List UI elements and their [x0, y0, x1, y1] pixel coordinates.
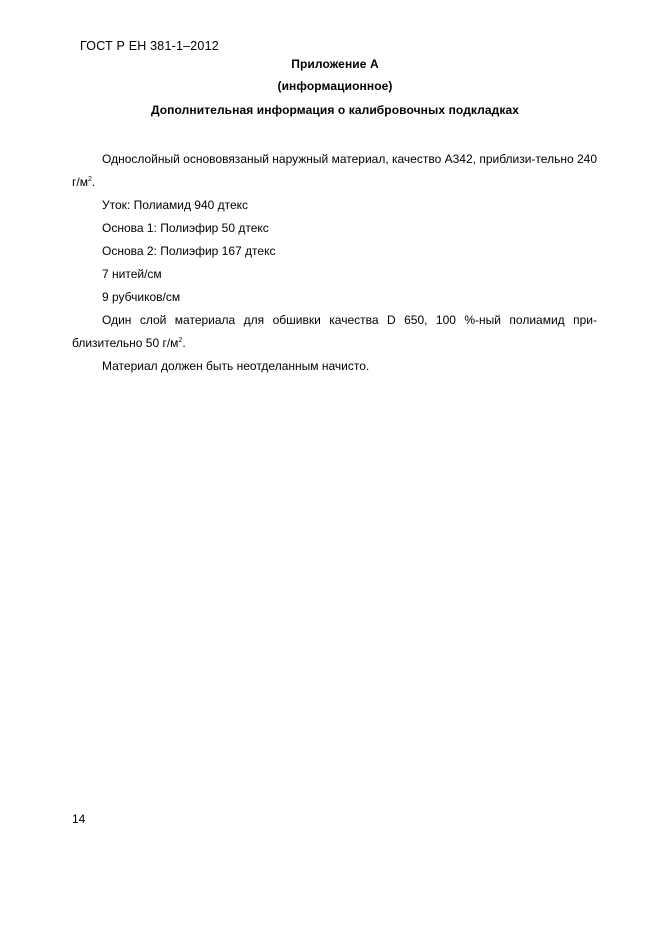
- paragraph-ribs: 9 рубчиков/см: [102, 290, 181, 304]
- paragraph-outer-material-text: Однослойный основовязаный наружный материал, качество А342, приблизи-тельно 240 г/м: [72, 152, 597, 189]
- paragraph-threads: 7 нитей/см: [102, 267, 162, 281]
- paragraph-weft: Уток: Полиамид 940 дтекс: [102, 198, 249, 212]
- paragraph-lining-material: [72, 309, 597, 355]
- annex-heading: Приложение А: [291, 57, 379, 71]
- page-number: 14: [72, 812, 86, 826]
- paragraph-warp-1: Основа 1: Полиэфир 50 дтекс: [102, 221, 269, 235]
- document-code: ГОСТ Р ЕН 381-1–2012: [80, 39, 219, 53]
- paragraph-finish: Материал должен быть неотделанным начисто.: [102, 359, 370, 373]
- paragraph-lining-material-text: Один слой материала для обшивки качества D 650, 100 %-ный полиамид при-близительно 50 г/м: [72, 313, 597, 350]
- annex-title: Дополнительная информация о калибровочных подкладках: [150, 103, 520, 117]
- superscript: 2: [178, 337, 183, 344]
- annex-type: (информационное): [277, 79, 393, 93]
- paragraph-outer-material: [72, 148, 597, 194]
- paragraph-end: .: [182, 336, 186, 350]
- annex-body: [72, 148, 597, 378]
- paragraph-warp-2: Основа 2: Полиэфир 167 дтекс: [102, 244, 276, 258]
- superscript: 2: [87, 176, 92, 183]
- paragraph-end: .: [91, 175, 96, 189]
